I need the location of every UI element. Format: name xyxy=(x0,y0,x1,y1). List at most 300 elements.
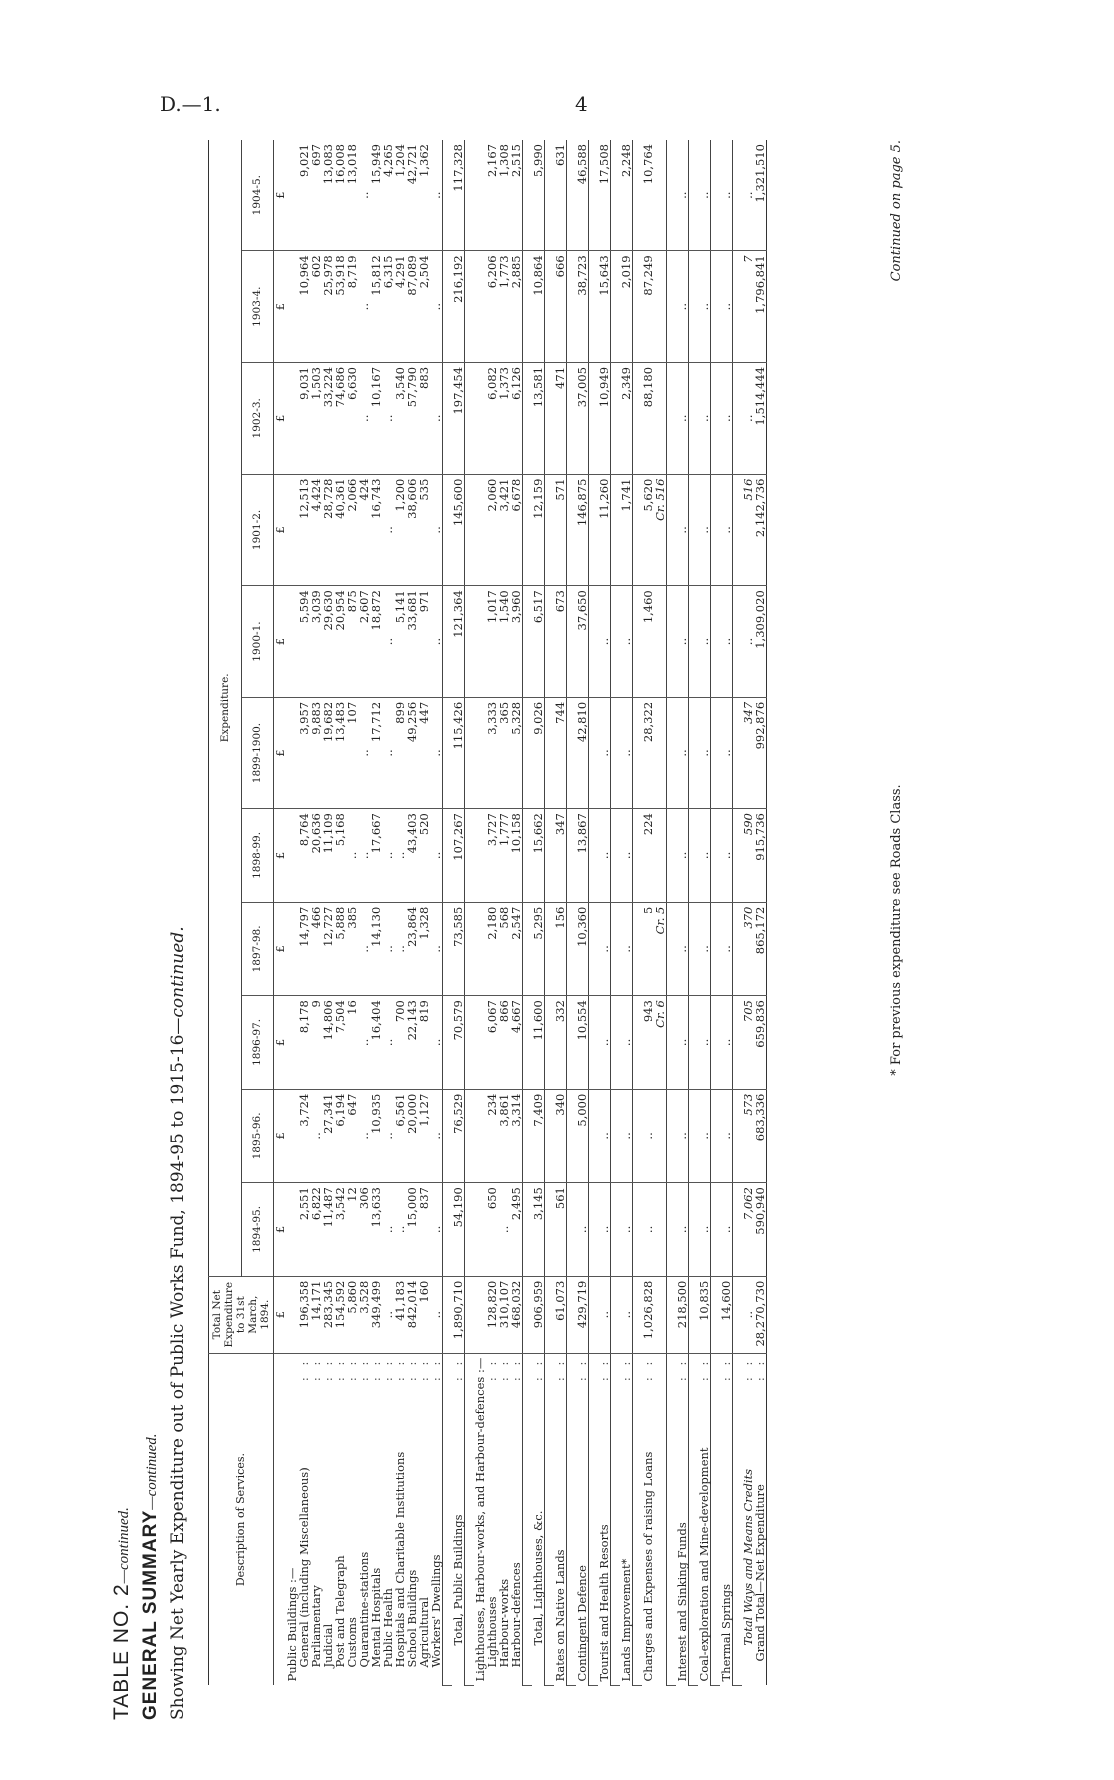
table-cell: .. xyxy=(720,1183,733,1277)
credit-note: Cr. 6 xyxy=(653,1000,667,1028)
table-cell: 9 xyxy=(310,996,322,1090)
table-cell: .. xyxy=(698,586,711,698)
table-cell: 13,581 xyxy=(532,362,545,474)
table-cell: 429,719 xyxy=(576,1276,589,1353)
table-cell: 38,606 xyxy=(406,474,418,586)
table-cell: .. xyxy=(382,1276,394,1353)
table-cell: 11,487 xyxy=(322,1183,334,1277)
col-header-year: 1898-99. xyxy=(241,809,274,903)
table-cell: 216,192 xyxy=(452,251,465,363)
table-cell: 306 xyxy=(358,1183,370,1277)
table-cell: .. xyxy=(720,996,733,1090)
table-cell: .. xyxy=(598,1183,611,1277)
table-cell: 5,990 xyxy=(532,140,545,251)
table-cell: 347 xyxy=(554,809,567,903)
table-cell: 6,206 xyxy=(486,251,498,363)
table-cell: 5,860 xyxy=(346,1276,358,1353)
table-cell: 234 xyxy=(486,1089,498,1183)
table-cell: .. xyxy=(394,1183,406,1277)
table-cell: 87,249 xyxy=(642,251,667,363)
table-cell: 22,143 xyxy=(406,996,418,1090)
table-cell: 2,167 xyxy=(486,140,498,251)
row-label: Total, Public Buildings : : xyxy=(451,1357,465,1646)
currency-symbol: £ xyxy=(274,996,287,1090)
table-cell: 3,528 xyxy=(358,1276,370,1353)
table-cell: 10,964 xyxy=(298,251,310,363)
row-label: School Buildings : : xyxy=(405,1357,419,1668)
table-cell: .. xyxy=(382,902,394,996)
currency-symbol: £ xyxy=(274,586,287,698)
table-cell: 650 xyxy=(486,1183,498,1277)
table-cell: 5,000 xyxy=(576,1089,589,1183)
table-cell: 13,867 xyxy=(576,809,589,903)
table-cell: 145,600 xyxy=(452,474,465,586)
table-cell: 3,333 xyxy=(486,697,498,808)
table-cell: .. xyxy=(720,902,733,996)
table-cell: .. xyxy=(598,1089,611,1183)
table-cell: 340 xyxy=(554,1089,567,1183)
table-cell: 10,167 xyxy=(370,362,382,474)
currency-symbol: £ xyxy=(274,474,287,586)
table-cell: 4,291 xyxy=(394,251,406,363)
table-cell: 8,764 xyxy=(298,809,310,903)
table-cell: .. xyxy=(430,809,443,903)
table-cell: 5,620 Cr. 516 xyxy=(642,474,667,586)
table-cell: 1,373 xyxy=(498,362,510,474)
table-cell: 20,954 xyxy=(334,586,346,698)
table-cell: 16,008 xyxy=(334,140,346,251)
table-cell: 992,876 xyxy=(754,697,767,808)
table-cell: 10,864 xyxy=(532,251,545,363)
table-cell: 14,797 xyxy=(298,902,310,996)
table-cell: 332 xyxy=(554,996,567,1090)
table-cell: 1,309,020 xyxy=(754,586,767,698)
table-cell: .. xyxy=(382,474,394,586)
row-label: Thermal Springs : : xyxy=(719,1357,733,1682)
table-cell: .. xyxy=(698,996,711,1090)
row-label: Total, Lighthouses, &c. : : xyxy=(531,1357,545,1646)
table-cell: 29,630 xyxy=(322,586,334,698)
table-cell: 283,345 xyxy=(322,1276,334,1353)
table-cell: 571 xyxy=(554,474,567,586)
table-cell: 683,336 xyxy=(754,1089,767,1183)
table-cell: 1,503 xyxy=(310,362,322,474)
table-row xyxy=(430,140,443,1686)
table-row xyxy=(754,140,767,1686)
col-header-year: 1900-1. xyxy=(241,586,274,698)
table-row xyxy=(510,140,523,1686)
table-cell: .. xyxy=(676,1089,689,1183)
table-cell: 156 xyxy=(554,902,567,996)
table-cell: 160 xyxy=(418,1276,430,1353)
table-cell: .. xyxy=(676,1183,689,1277)
table-cell: .. xyxy=(698,362,711,474)
table-cell: 14,806 xyxy=(322,996,334,1090)
table-cell: 43,403 xyxy=(406,809,418,903)
table-cell: .. xyxy=(620,902,633,996)
table-cell: .. xyxy=(598,996,611,1090)
table-cell: 117,328 xyxy=(452,140,465,251)
table-cell: 837 xyxy=(418,1183,430,1277)
table-cell: 6,315 xyxy=(382,251,394,363)
table-cell: 819 xyxy=(418,996,430,1090)
currency-symbol: £ xyxy=(274,697,287,808)
table-cell: 3,957 xyxy=(298,697,310,808)
table-cell: .. xyxy=(430,140,443,251)
table-cell: .. xyxy=(676,362,689,474)
table-cell: 76,529 xyxy=(452,1089,465,1183)
table-cell: 20,000 xyxy=(406,1089,418,1183)
table-cell: .. xyxy=(698,1183,711,1277)
table-cell: 1,741 xyxy=(620,474,633,586)
table-cell: 573 xyxy=(742,1089,754,1183)
table-cell: .. xyxy=(720,809,733,903)
table-cell: 2,142,736 xyxy=(754,474,767,586)
table-cell: 899 xyxy=(394,697,406,808)
table-cell: 9,021 xyxy=(298,140,310,251)
table-row xyxy=(642,140,667,1686)
table-cell: 5,594 xyxy=(298,586,310,698)
table-cell: .. xyxy=(598,586,611,698)
table-cell: .. xyxy=(620,1183,633,1277)
table-cell: .. xyxy=(382,996,394,1090)
table-number: TABLE NO. 2—continued. xyxy=(110,1507,133,1720)
table-cell: .. xyxy=(676,809,689,903)
table-cell: 1,017 xyxy=(486,586,498,698)
table-cell: 8,719 xyxy=(346,251,358,363)
row-label: Grand Total—Net Expenditure : : xyxy=(753,1357,767,1662)
table-cell: .. xyxy=(358,697,370,808)
table-cell: 6,194 xyxy=(334,1089,346,1183)
col-header-year: 1902-3. xyxy=(241,362,274,474)
table-cell: .. xyxy=(598,697,611,808)
table-cell: .. xyxy=(576,1183,589,1277)
table-cell: .. xyxy=(720,1089,733,1183)
table-cell: 13,018 xyxy=(346,140,358,251)
table-cell: .. xyxy=(430,586,443,698)
table-cell: .. xyxy=(620,996,633,1090)
table-cell: .. xyxy=(720,697,733,808)
currency-symbol: £ xyxy=(274,1276,287,1353)
expenditure-table xyxy=(208,140,767,1686)
table-cell: 74,686 xyxy=(334,362,346,474)
table-cell: 3,861 xyxy=(498,1089,510,1183)
table-cell: 466 xyxy=(310,902,322,996)
table-cell: 2,248 xyxy=(620,140,633,251)
table-cell: 5 Cr. 5 xyxy=(642,902,667,996)
table-cell: .. xyxy=(358,996,370,1090)
currency-row xyxy=(274,140,287,1686)
table-cell: 15,812 xyxy=(370,251,382,363)
table-cell: .. xyxy=(430,996,443,1090)
table-cell: 37,650 xyxy=(576,586,589,698)
table-cell: 2,495 xyxy=(510,1183,523,1277)
table-cell: 42,721 xyxy=(406,140,418,251)
table-cell: 87,089 xyxy=(406,251,418,363)
table-cell: .. xyxy=(358,140,370,251)
table-cell: 883 xyxy=(418,362,430,474)
row-label: Customs : : xyxy=(345,1357,359,1668)
table-cell: 2,180 xyxy=(486,902,498,996)
table-cell: .. xyxy=(382,697,394,808)
table-cell: 10,935 xyxy=(370,1089,382,1183)
table-cell: .. xyxy=(382,1089,394,1183)
table-cell: 471 xyxy=(554,362,567,474)
table-cell: 12,159 xyxy=(532,474,545,586)
table-row xyxy=(418,140,430,1686)
table-cell: 365 xyxy=(498,697,510,808)
table-cell: 1,773 xyxy=(498,251,510,363)
table-cell: 9,883 xyxy=(310,697,322,808)
table-cell: .. xyxy=(430,251,443,363)
currency-symbol: £ xyxy=(274,140,287,251)
table-cell: 3,145 xyxy=(532,1183,545,1277)
table-cell: .. xyxy=(676,140,689,251)
table-cell: 154,592 xyxy=(334,1276,346,1353)
table-cell: 349,499 xyxy=(370,1276,382,1353)
table-cell: .. xyxy=(676,474,689,586)
col-header-year: 1896-97. xyxy=(241,996,274,1090)
table-cell: .. xyxy=(346,809,358,903)
table-cell: .. xyxy=(430,697,443,808)
table-cell: 568 xyxy=(498,902,510,996)
table-cell: 1,328 xyxy=(418,902,430,996)
table-cell: .. xyxy=(676,586,689,698)
table-cell: 17,712 xyxy=(370,697,382,808)
table-cell: 10,554 xyxy=(576,996,589,1090)
table-cell: 1,026,828 xyxy=(642,1276,667,1353)
table-cell: .. xyxy=(742,140,754,251)
row-label: Parliamentary : : xyxy=(309,1357,323,1668)
row-label: Coal-exploration and Mine-development : : xyxy=(697,1357,711,1682)
table-cell: .. xyxy=(498,1183,510,1277)
table-cell: 1,460 xyxy=(642,586,667,698)
table-cell: .. xyxy=(742,1276,754,1353)
table-cell: .. xyxy=(358,809,370,903)
table-cell: 23,864 xyxy=(406,902,418,996)
row-label: Hospitals and Charitable Institutions : : xyxy=(393,1357,407,1668)
table-cell: 12,727 xyxy=(322,902,334,996)
row-label: Lands Improvement* : : xyxy=(619,1357,633,1682)
table-cell: 520 xyxy=(418,809,430,903)
table-cell: .. xyxy=(598,902,611,996)
table-cell: .. xyxy=(430,1089,443,1183)
table-cell: .. xyxy=(358,251,370,363)
table-cell: 218,500 xyxy=(676,1276,689,1353)
table-cell: .. xyxy=(698,902,711,996)
table-cell: .. xyxy=(358,1089,370,1183)
row-label: Contingent Defence : : xyxy=(575,1357,589,1682)
credit-note: Cr. 516 xyxy=(653,478,667,521)
currency-symbol: £ xyxy=(274,902,287,996)
table-cell: 38,723 xyxy=(576,251,589,363)
table-cell: .. xyxy=(382,809,394,903)
table-cell: 53,918 xyxy=(334,251,346,363)
table-cell: 424 xyxy=(358,474,370,586)
table-cell: 6,517 xyxy=(532,586,545,698)
col-header-year: 1901-2. xyxy=(241,474,274,586)
table-cell: 1,514,444 xyxy=(754,362,767,474)
table-cell: 20,636 xyxy=(310,809,322,903)
table-cell: 6,067 xyxy=(486,996,498,1090)
row-label: General (including Miscellaneous) : : xyxy=(297,1357,311,1668)
table-caption: Showing Net Yearly Expenditure out of Public Works Fund, 1894-95 to 1915-16—continued. xyxy=(168,926,188,1720)
table-cell: 54,190 xyxy=(452,1183,465,1277)
table-cell: 11,260 xyxy=(598,474,611,586)
table-cell: 590 xyxy=(742,809,754,903)
row-label: Harbour-works : : xyxy=(497,1357,511,1668)
table-cell: 370 xyxy=(742,902,754,996)
table-cell: 28,728 xyxy=(322,474,334,586)
table-cell: .. xyxy=(720,474,733,586)
table-row xyxy=(370,140,382,1686)
table-cell: 18,872 xyxy=(370,586,382,698)
table-cell: .. xyxy=(676,697,689,808)
table-cell: .. xyxy=(430,1276,443,1353)
table-cell: 61,073 xyxy=(554,1276,567,1353)
table-cell: 3,542 xyxy=(334,1183,346,1277)
col-header-expenditure: Expenditure. xyxy=(209,140,242,1276)
row-label: Post and Telegraph : : xyxy=(333,1357,347,1668)
table-cell: 46,588 xyxy=(576,140,589,251)
table-cell: .. xyxy=(430,902,443,996)
table-cell: 41,183 xyxy=(394,1276,406,1353)
table-cell: 2,504 xyxy=(418,251,430,363)
table-cell: .. xyxy=(642,1183,667,1277)
table-row xyxy=(532,140,545,1686)
table-cell: 705 xyxy=(742,996,754,1090)
row-label: Rates on Native Lands : : xyxy=(553,1357,567,1682)
table-row xyxy=(452,140,465,1686)
table-cell: 146,875 xyxy=(576,474,589,586)
table-cell: 40,361 xyxy=(334,474,346,586)
table-cell: 647 xyxy=(346,1089,358,1183)
table-cell: 16 xyxy=(346,996,358,1090)
row-label: Workers' Dwellings : : xyxy=(429,1357,443,1668)
table-cell: 659,836 xyxy=(754,996,767,1090)
page-number: 4 xyxy=(575,92,588,116)
table-cell: 15,000 xyxy=(406,1183,418,1277)
col-header-year: 1895-96. xyxy=(241,1089,274,1183)
table-cell: 12,513 xyxy=(298,474,310,586)
table-cell: 385 xyxy=(346,902,358,996)
row-label: Harbour-defences : : xyxy=(509,1357,523,1668)
table-cell: 88,180 xyxy=(642,362,667,474)
table-cell: 1,796,841 xyxy=(754,251,767,363)
table-cell: .. xyxy=(676,996,689,1090)
table-cell: 15,949 xyxy=(370,140,382,251)
table-cell: 33,224 xyxy=(322,362,334,474)
row-label: Mental Hospitals : : xyxy=(369,1357,383,1668)
row-label: Total Ways and Means Credits : : xyxy=(741,1357,755,1646)
table-cell: 2,019 xyxy=(620,251,633,363)
table-cell: 9,026 xyxy=(532,697,545,808)
table-cell: 842,014 xyxy=(406,1276,418,1353)
table-cell: 468,032 xyxy=(510,1276,523,1353)
table-cell: .. xyxy=(598,1276,611,1353)
table-cell: 6,082 xyxy=(486,362,498,474)
table-cell: .. xyxy=(620,1276,633,1353)
currency-symbol: £ xyxy=(274,1183,287,1277)
table-cell: .. xyxy=(620,809,633,903)
table-cell: 673 xyxy=(554,586,567,698)
table-cell: 602 xyxy=(310,251,322,363)
table-cell: 12 xyxy=(346,1183,358,1277)
table-row xyxy=(576,140,589,1686)
table-cell: .. xyxy=(620,586,633,698)
table-cell: .. xyxy=(720,362,733,474)
table-cell: 6,126 xyxy=(510,362,523,474)
table-cell: .. xyxy=(430,362,443,474)
table-row xyxy=(676,140,689,1686)
table-cell: 1,540 xyxy=(498,586,510,698)
row-label: Charges and Expenses of raising Loans : : xyxy=(641,1357,655,1682)
table-cell: 7,062 xyxy=(742,1183,754,1277)
table-cell: 516 xyxy=(742,474,754,586)
table-cell: .. xyxy=(698,697,711,808)
row-label: Interest and Sinking Funds : : xyxy=(675,1357,689,1682)
table-cell: 37,005 xyxy=(576,362,589,474)
rotated-table-page xyxy=(104,140,1004,1720)
table-cell: 7 xyxy=(742,251,754,363)
table-cell: 1,127 xyxy=(418,1089,430,1183)
table-cell: 915,736 xyxy=(754,809,767,903)
table-cell: .. xyxy=(598,809,611,903)
table-cell: 15,643 xyxy=(598,251,611,363)
table-cell: .. xyxy=(382,362,394,474)
table-cell: 14,130 xyxy=(370,902,382,996)
table-cell: 10,360 xyxy=(576,902,589,996)
row-label: Lighthouses : : xyxy=(485,1357,499,1668)
table-cell: 73,585 xyxy=(452,902,465,996)
table-cell: 224 xyxy=(642,809,667,903)
table-cell: 5,888 xyxy=(334,902,346,996)
table-cell: 943 Cr. 6 xyxy=(642,996,667,1090)
table-cell: .. xyxy=(720,586,733,698)
table-cell: 28,322 xyxy=(642,697,667,808)
table-cell: 5,328 xyxy=(510,697,523,808)
continued-note: Continued on page 5. xyxy=(889,140,904,282)
row-label: Judicial : : xyxy=(321,1357,335,1668)
row-label: Tourist and Health Resorts : : xyxy=(597,1357,611,1682)
row-label: Public Buildings :— xyxy=(285,1567,299,1682)
table-cell: 3,540 xyxy=(394,362,406,474)
table-cell: .. xyxy=(430,1183,443,1277)
table-cell: 10,835 xyxy=(698,1276,711,1353)
table-cell: 13,633 xyxy=(370,1183,382,1277)
table-cell: 2,060 xyxy=(486,474,498,586)
row-label: Lighthouses, Harbour-works, and Harbour-defences :— xyxy=(473,1357,487,1682)
table-cell: 6,630 xyxy=(346,362,358,474)
table-cell: 115,426 xyxy=(452,697,465,808)
col-header-year: 1903-4. xyxy=(241,251,274,363)
col-header-description: Description of Services. xyxy=(209,1353,274,1685)
col-header-year: 1894-95. xyxy=(241,1183,274,1277)
table-cell: .. xyxy=(676,902,689,996)
table-cell: .. xyxy=(382,1183,394,1277)
page-code: D.—1. xyxy=(160,92,221,116)
table-row xyxy=(620,140,633,1686)
table-cell: .. xyxy=(382,586,394,698)
table-cell: 28,270,730 xyxy=(754,1276,767,1353)
table-cell: 3,727 xyxy=(486,809,498,903)
table-cell: 11,109 xyxy=(322,809,334,903)
table-cell: 631 xyxy=(554,140,567,251)
table-cell: .. xyxy=(698,140,711,251)
table-cell: 590,940 xyxy=(754,1183,767,1277)
table-cell: 906,959 xyxy=(532,1276,545,1353)
table-cell: 3,039 xyxy=(310,586,322,698)
